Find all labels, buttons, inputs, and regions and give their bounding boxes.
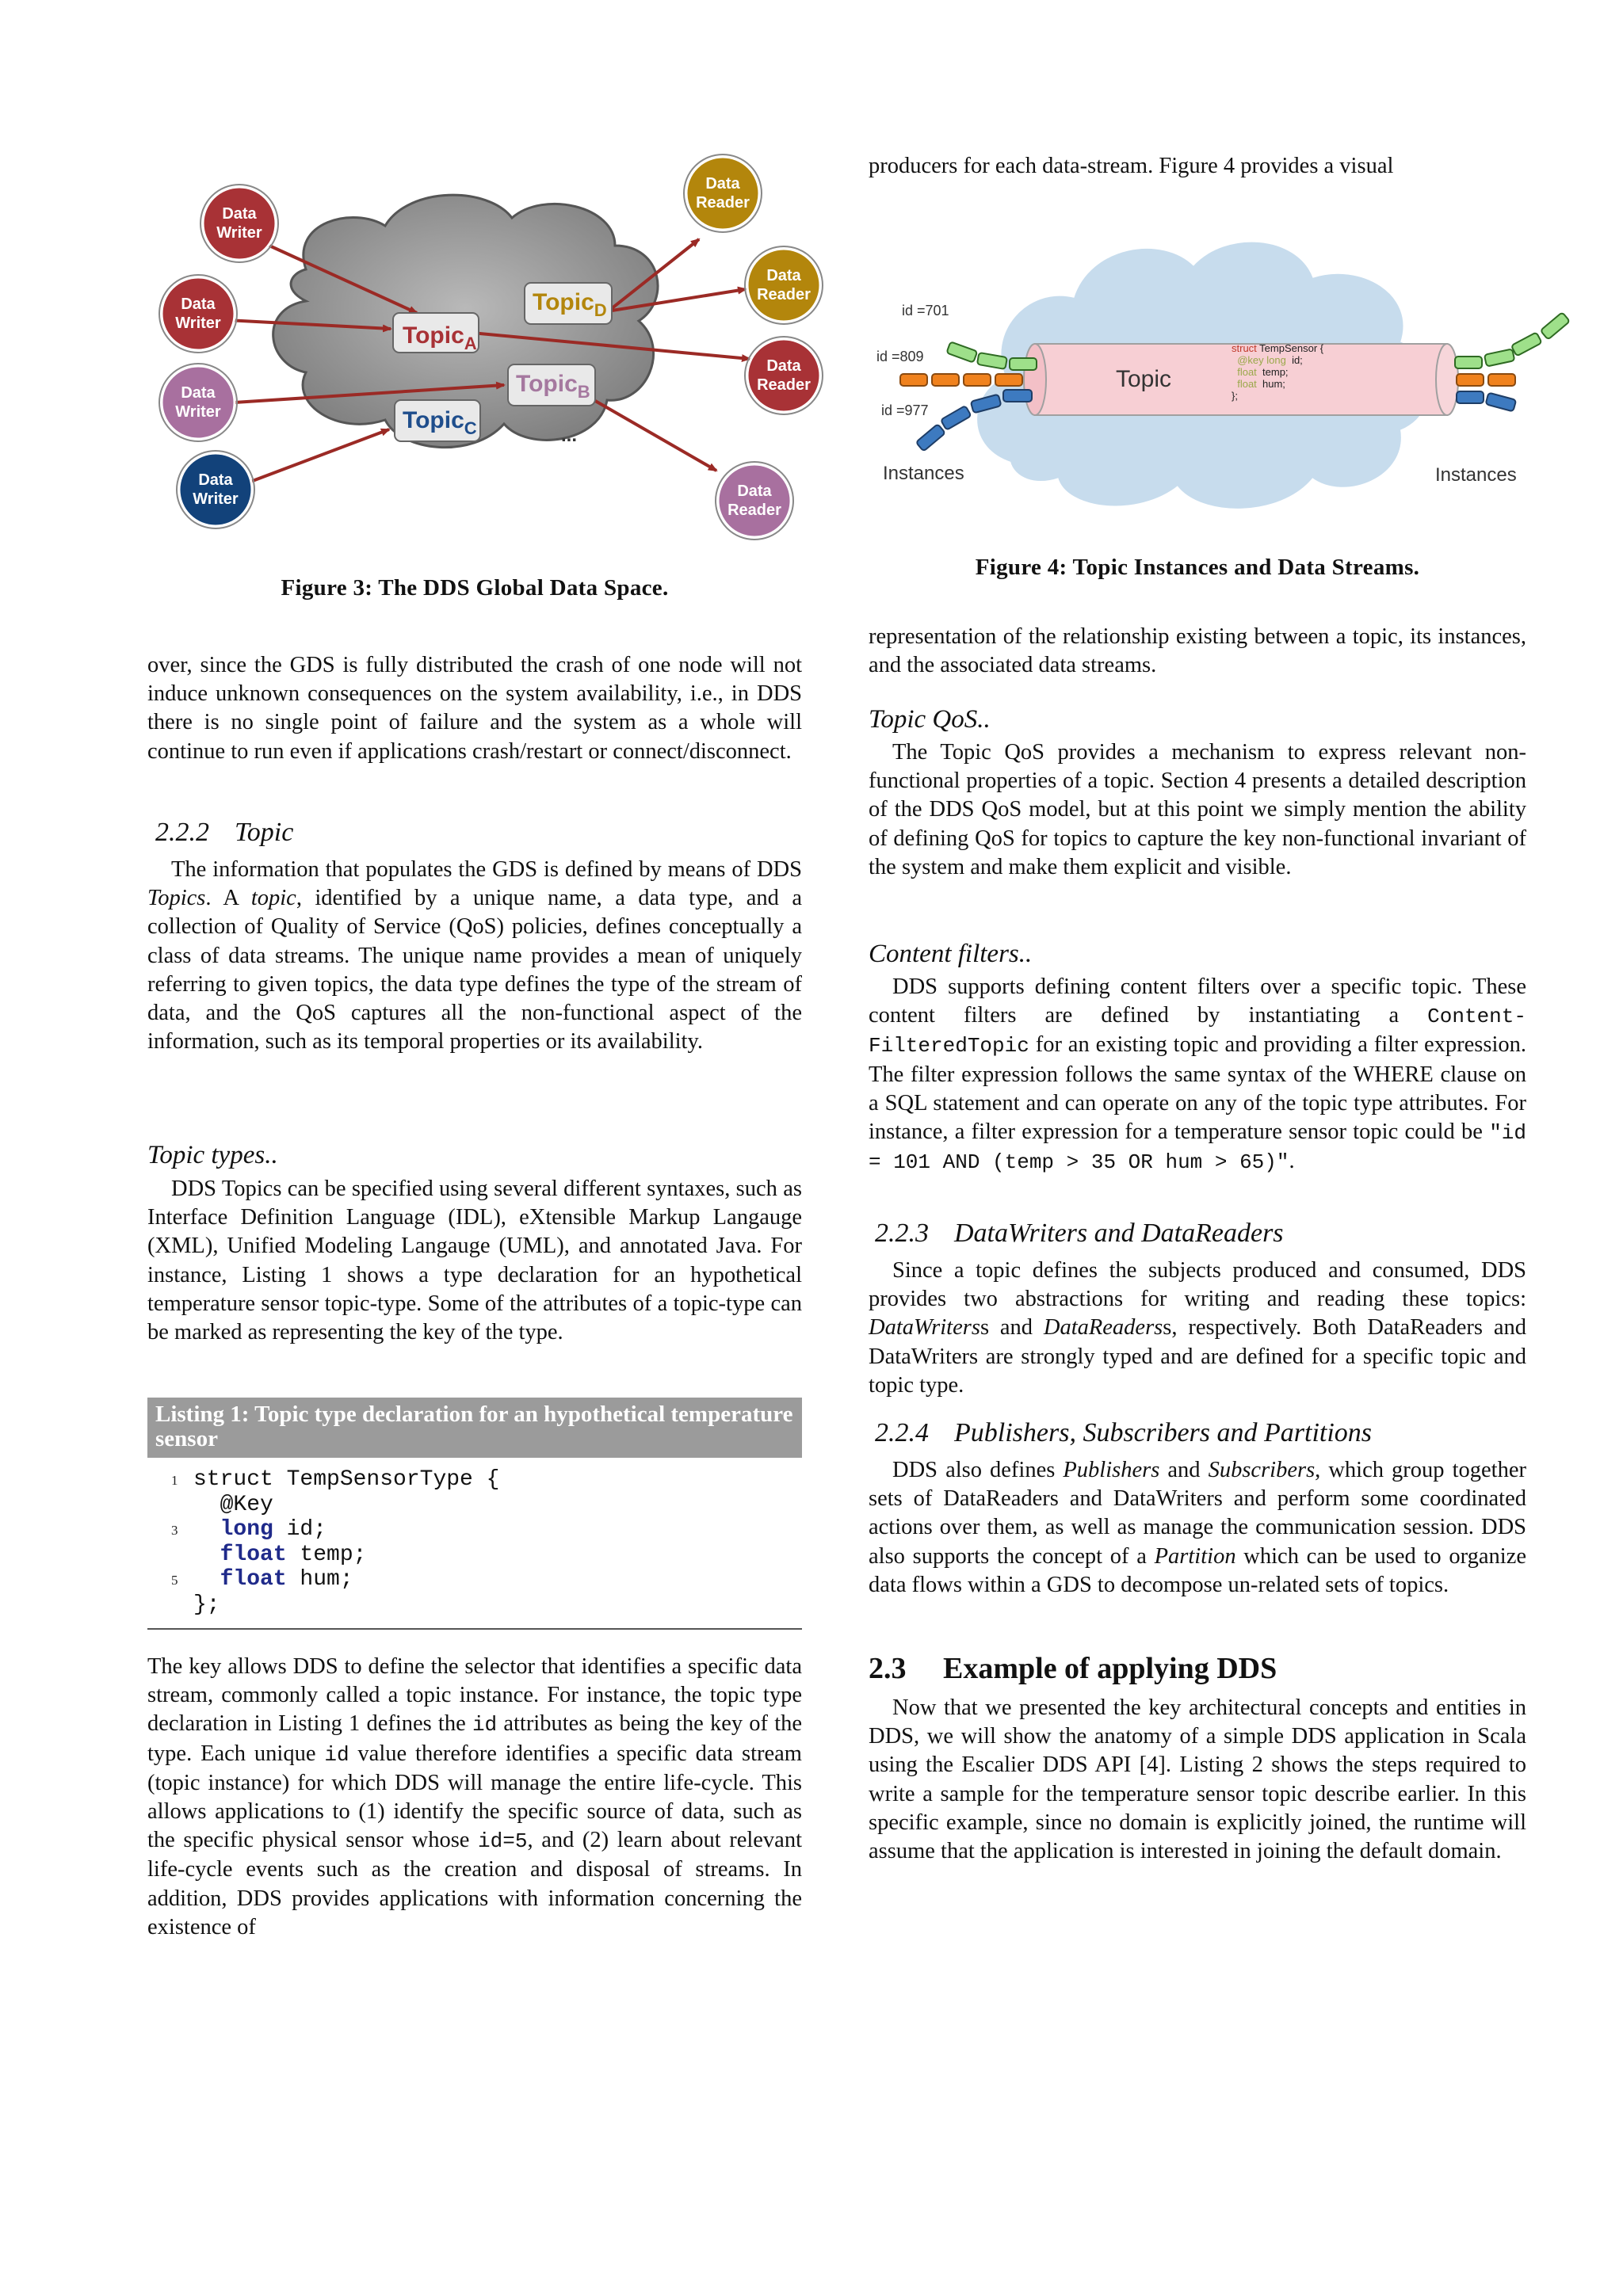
instances-left-label: Instances [883, 463, 964, 484]
data-reader-1 [684, 154, 762, 232]
topic-c-sub: C [464, 418, 477, 438]
listing-line [147, 1467, 802, 1493]
struct-line: @key long id; [1232, 354, 1303, 366]
writer-2-label: Data Writer [175, 296, 221, 332]
topic-a-sub: A [464, 334, 477, 353]
code-text: struct TempSensorType { [193, 1467, 500, 1492]
line-number: 3 [171, 1523, 178, 1538]
data-writer-3 [159, 364, 237, 441]
content-filters-heading: Content filters.. [869, 940, 1033, 968]
code-keyword: float [220, 1567, 287, 1592]
dds-global-data-space-diagram [147, 151, 811, 563]
section-title: Publishers, Subscribers and Partitions [954, 1418, 1373, 1447]
topic-c-base: Topic [403, 407, 464, 433]
instances-right-label: Instances [1435, 464, 1517, 486]
struct-line: }; [1232, 390, 1238, 402]
reader-3-label: Data Reader [757, 357, 811, 394]
reader-1-label: Data Reader [696, 175, 750, 212]
code-text: id; [273, 1517, 327, 1542]
topic-b-sub: B [577, 382, 590, 402]
listing-line [147, 1567, 802, 1592]
writer-3-label: Data Writer [175, 384, 221, 421]
topic-a-box [393, 313, 479, 353]
topic-instances-diagram [869, 208, 1526, 532]
code-keyword: long [220, 1517, 273, 1542]
section-title: DataWriters and DataReaders [954, 1219, 1284, 1248]
listing-line [147, 1592, 802, 1617]
paragraph-gds-distributed: over, since the GDS is fully distributed the crash of one node will not induce unknown consequences on the system availability, i.e., in DDS there is no single point of failure and the system as a whole will continue to run even if applications crash/restart or connect/disconnect. [147, 653, 802, 764]
listing-line [147, 1517, 802, 1543]
struct-line: float temp; [1232, 366, 1289, 378]
section-title: Example of applying DDS [943, 1652, 1277, 1685]
more-topics-ellipsis: ... [561, 425, 578, 446]
data-reader-2 [745, 246, 823, 324]
section-number: 2.3 [869, 1652, 907, 1685]
figure-3 [147, 151, 811, 563]
code-text: temp; [286, 1543, 367, 1567]
line-number: 5 [171, 1573, 178, 1588]
instance-id-977: id =977 [881, 402, 929, 418]
code-text: @Key [193, 1493, 273, 1517]
code-keyword: float [220, 1543, 287, 1567]
listing-1 [147, 1398, 802, 1630]
figure-4 [869, 208, 1526, 532]
section-number: 2.2.4 [875, 1418, 929, 1447]
instance-id-701: id =701 [902, 303, 949, 318]
paragraph-publishers-subscribers: DDS also defines Publishers and Subscribers, which group together sets of DataReaders and DataWriters and perform some coordinated actions over them, as well as manage the communication session. DDS also supports the concept of a Partition which can be used to organize data flows within a GDS to decompose un-related sets of topics. [869, 1458, 1526, 1597]
topic-d-base: Topic [533, 289, 594, 315]
topic-c-box [395, 400, 480, 441]
section-number: 2.2.2 [155, 818, 209, 847]
figure-3-caption: Figure 3: The DDS Global Data Space. [281, 575, 669, 601]
data-reader-3 [745, 337, 823, 414]
topic-d-box [525, 283, 612, 324]
data-reader-4 [716, 462, 793, 540]
line-number: 1 [171, 1473, 178, 1488]
paragraph-datawriters-datareaders: Since a topic defines the subjects produced and consumed, DDS provides two abstractions for writing and reading these topics: DataWriterss and DataReaderss, respectively. Both DataReaders and DataWriters are strongly typed and are defined for a specific topic and topic type. [869, 1258, 1526, 1398]
struct-line: float hum; [1232, 378, 1285, 390]
topic-label: Topic [1116, 366, 1172, 392]
section-title: Topic [235, 818, 294, 847]
listing-1-code [147, 1458, 802, 1628]
paragraph-key-selector: The key allows DDS to define the selector that identifies a specific data stream, commonly called a topic instance. For instance, the topic type declaration in Listing 1 defines the id attributes as being the key of the type. Each unique id value therefore identifies a specific data stream (topic instance) for which DDS will manage the entire life-cycle. This allows applications to (1) identify the specific source of data, such as the specific physical sensor whose id=5, and (2) learn about relevant life-cycle events such as the creation and disposal of streams. In addition, DDS provides applications with information concerning the existence of [147, 1654, 803, 1939]
section-2-2-2-heading [155, 818, 802, 848]
section-2-2-3-heading [875, 1219, 1526, 1249]
section-2-3-heading [869, 1651, 1526, 1686]
topic-types-heading: Topic types.. [147, 1141, 278, 1169]
section-number: 2.2.3 [875, 1219, 929, 1248]
data-writer-1 [200, 185, 278, 262]
topic-qos-heading: Topic QoS.. [869, 705, 991, 734]
topic-a-base: Topic [403, 322, 464, 349]
writer-1-label: Data Writer [216, 205, 262, 242]
section-2-2-4-heading [875, 1418, 1526, 1448]
instance-id-809: id =809 [876, 349, 924, 364]
topic-b-box [508, 364, 595, 406]
right-instance-streams [1455, 312, 1570, 411]
paragraph-example-applying-dds: Now that we presented the key architectural concepts and entities in DDS, we will show the anatomy of a simple DDS application in Scala using the Escalier DDS API [4]. Listing 2 shows the steps required to write a sample for the temperature sensor topic describe earlier. In this specific example, since no domain is explicitly joined, the runtime will assume that the application is interested in joining the default domain. [869, 1695, 1526, 1864]
paragraph-topic-definition: The information that populates the GDS is defined by means of DDS Topics. A topic, identified by a unique name, a data type, and a collection of Quality of Service (QoS) policies, defines conceptually a class of data streams. The unique name provides a mean of uniquely referring to given topics, the data type defines the type of the stream of data, and the QoS captures all the non-functional aspect of the information, such as its temporal properties or its availability. [147, 857, 802, 1055]
writer-4-label: Data Writer [193, 471, 239, 508]
listing-line [147, 1543, 802, 1567]
paragraph-content-filters: DDS supports defining content filters over a specific topic. These content filters are defined by instantiating a Content-FilteredTopic for an existing topic and providing a filter expression. The filter expression follows the same syntax of the WHERE clause on a SQL statement and can operate on any of the topic type attributes. For instance, a filter expression for a temperature sensor topic could be "id = 101 AND (temp > 35 OR hum > 65)". [869, 974, 1526, 1175]
code-text: hum; [286, 1567, 353, 1592]
paragraph-topic-types: DDS Topics can be specified using several different syntaxes, such as Interface Definition Language (IDL), eXtensible Markup Langauge (XML), Unified Modeling Langauge (UML), and annotated Java. For instance, Listing 1 shows a type declaration for an hypothetical temperature sensor topic-type. Some of the attributes of a topic-type can be marked as representing the key of the type. [147, 1177, 802, 1345]
paragraph-topic-qos: The Topic QoS provides a mechanism to express relevant non-functional properties of a topic. Section 4 presents a detailed description of the DDS QoS model, but at this point we simply mention the ability of defining QoS for topics to capture the key non-functional invariant of the system and make them explicit and visible. [869, 740, 1526, 879]
paragraph-relationship: representation of the relationship existing between a topic, its instances, and the associated data streams. [869, 624, 1526, 678]
listing-line [147, 1493, 802, 1517]
reader-2-label: Data Reader [757, 267, 811, 303]
data-writer-2 [159, 275, 237, 353]
reader-4-label: Data Reader [727, 482, 781, 519]
struct-line: struct TempSensor { [1232, 342, 1324, 354]
listing-1-title: Listing 1: Topic type declaration for an hypothetical temperature sensor [147, 1398, 802, 1458]
topic-b-base: Topic [516, 371, 578, 397]
paragraph-producers: producers for each data-stream. Figure 4 provides a visual [869, 154, 1394, 178]
listing-1-bottom-rule [147, 1628, 802, 1630]
figure-4-caption: Figure 4: Topic Instances and Data Streams. [975, 555, 1420, 580]
data-writer-4 [177, 451, 254, 528]
topic-d-sub: D [594, 300, 607, 320]
code-text: }; [193, 1592, 220, 1617]
